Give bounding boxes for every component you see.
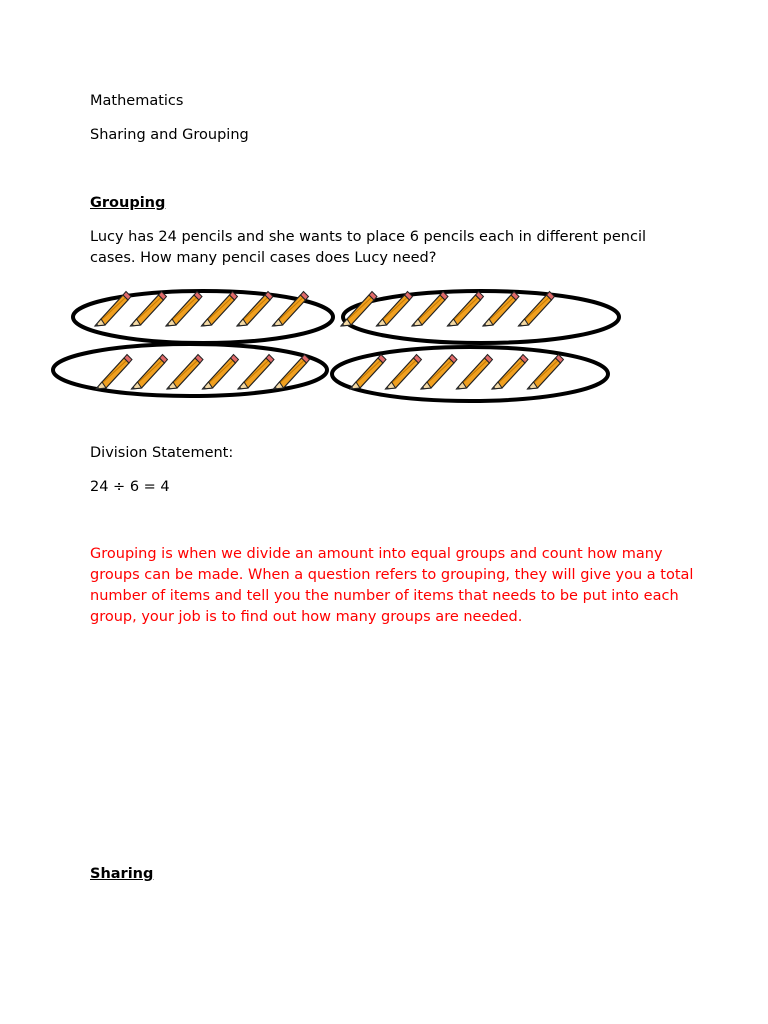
pencil-icon xyxy=(202,292,238,327)
pencil-icon xyxy=(386,355,422,390)
topic-title: Sharing and Grouping xyxy=(90,127,249,143)
pencil-icon xyxy=(457,355,493,390)
grouping-question: Lucy has 24 pencils and she wants to place 6 pencils each in different pencil cases. How many pencil cases does Lucy need? xyxy=(90,229,646,266)
pencil-group-1 xyxy=(73,291,333,343)
subject-title: Mathematics xyxy=(90,93,184,109)
grouping-explanation: Grouping is when we divide an amount into equal groups and count how many groups can be made. When a question refers to grouping, they will give you a total number of items and tell you the number of items that needs to be put into each group, your job is to find out how many groups are needed. xyxy=(90,546,694,625)
pencil-icon xyxy=(448,292,484,327)
pencil-icon xyxy=(238,355,274,390)
grouping-heading: Grouping xyxy=(90,195,166,211)
pencil-icon xyxy=(167,355,203,390)
pencil-icon xyxy=(203,355,239,390)
pencil-icon xyxy=(421,355,457,390)
pencil-group-4 xyxy=(332,347,608,401)
pencil-icon xyxy=(528,355,564,390)
pencil-icon xyxy=(96,355,132,390)
pencil-grouping-figure xyxy=(0,0,768,420)
pencil-icon xyxy=(412,292,448,327)
division-statement-label: Division Statement: xyxy=(90,445,234,461)
pencil-icon xyxy=(483,292,519,327)
sharing-heading: Sharing xyxy=(90,866,154,882)
pencil-group-3 xyxy=(53,344,327,396)
pencil-icon xyxy=(166,292,202,327)
pencil-icon xyxy=(492,355,528,390)
pencil-icon xyxy=(237,292,273,327)
pencil-icon xyxy=(519,292,555,327)
pencil-icon xyxy=(132,355,168,390)
division-statement: 24 ÷ 6 = 4 xyxy=(90,479,170,495)
pencil-group-2 xyxy=(341,291,619,343)
